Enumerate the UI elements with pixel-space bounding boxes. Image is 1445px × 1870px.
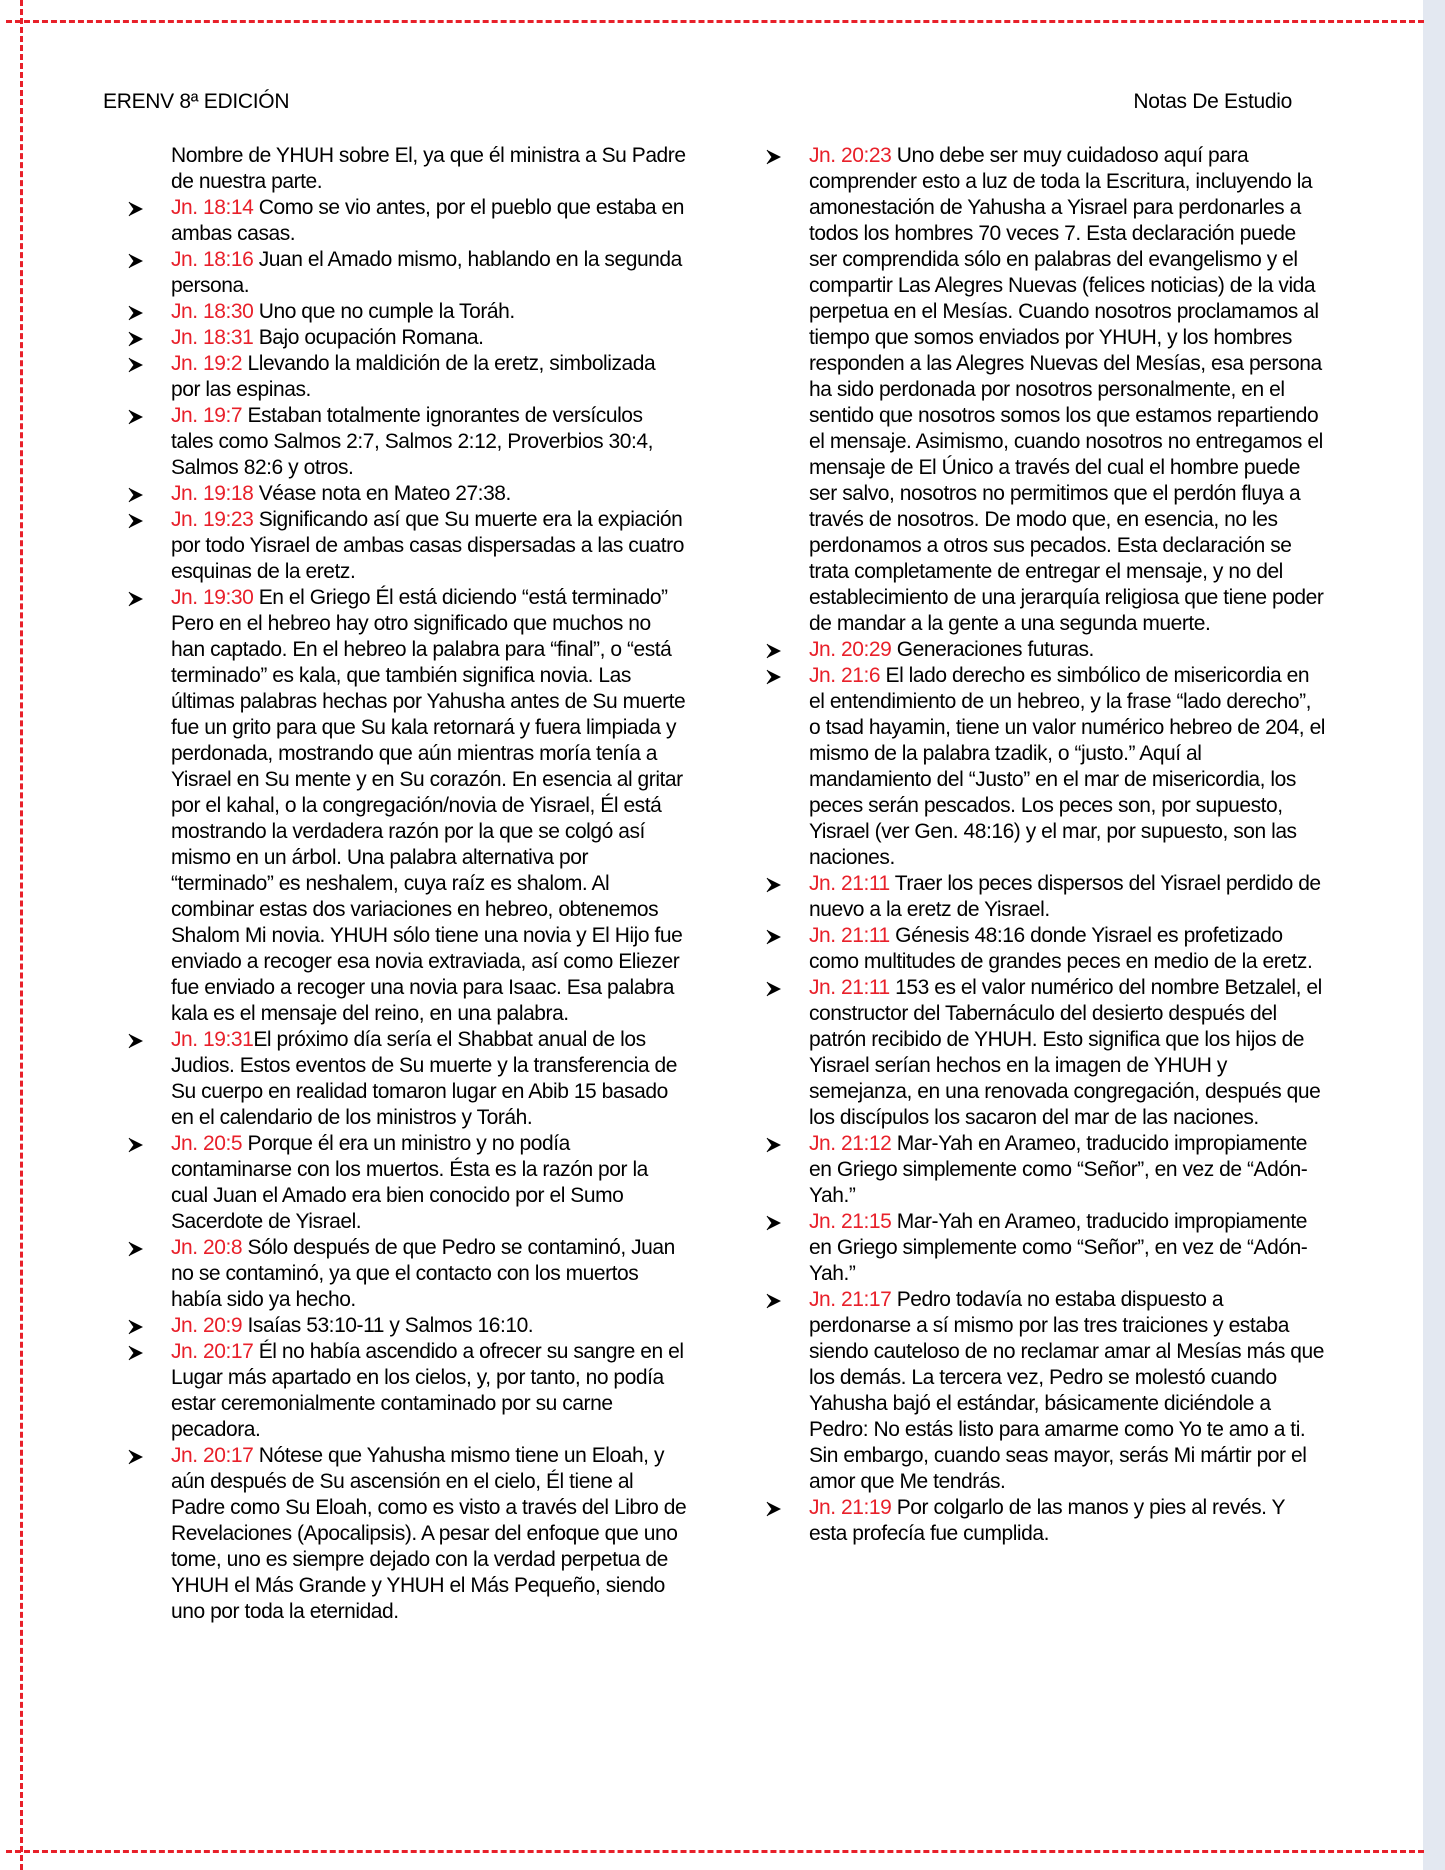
study-note bbox=[128, 1131, 688, 1235]
note-text: Traer los peces dispersos del Yisrael perdido de nuevo a la eretz de Yisrael. bbox=[809, 872, 1321, 921]
note-text: Estaban totalmente ignorantes de versículos tales como Salmos 2:7, Salmos 2:12, Proverbios 30:4, Salmos 82:6 y otros. bbox=[171, 404, 654, 479]
verse-reference: Jn. 18:31 bbox=[171, 326, 254, 349]
study-note bbox=[128, 195, 688, 247]
study-note bbox=[766, 923, 1326, 975]
note-text: Génesis 48:16 donde Yisrael es profetizado como multitudes de grandes peces en medio de la eretz. bbox=[809, 924, 1313, 973]
note-text: Isaías 53:10-11 y Salmos 16:10. bbox=[242, 1314, 534, 1337]
arrow-bullet-icon bbox=[128, 507, 152, 533]
study-note bbox=[766, 975, 1326, 1131]
running-header-section: Notas De Estudio bbox=[1133, 90, 1292, 113]
study-note bbox=[766, 663, 1326, 871]
arrow-bullet-icon bbox=[128, 1235, 152, 1261]
page-guide-top bbox=[6, 20, 1424, 23]
study-note bbox=[766, 1131, 1326, 1209]
verse-reference: Jn. 20:23 bbox=[809, 144, 892, 167]
arrow-bullet-icon bbox=[128, 1027, 152, 1053]
arrow-bullet-icon bbox=[766, 871, 790, 897]
arrow-bullet-icon bbox=[128, 247, 152, 273]
verse-reference: Jn. 19:30 bbox=[171, 586, 254, 609]
right-notes-list bbox=[766, 143, 1326, 1547]
arrow-bullet-icon bbox=[128, 299, 152, 325]
study-note bbox=[766, 1495, 1326, 1547]
verse-reference: Jn. 18:30 bbox=[171, 300, 254, 323]
verse-reference: Jn. 21:11 bbox=[809, 872, 890, 895]
study-note bbox=[766, 637, 1326, 663]
arrow-bullet-icon bbox=[128, 1131, 152, 1157]
left-column bbox=[128, 143, 688, 1625]
note-text: Generaciones futuras. bbox=[891, 638, 1094, 661]
note-text: Porque él era un ministro y no podía contaminarse con los muertos. Ésta es la razón por la cual Juan el Amado era bien conocido por el Sumo Sacerdote de Yisrael. bbox=[171, 1132, 648, 1233]
verse-reference: Jn. 21:11 bbox=[809, 976, 890, 999]
study-note bbox=[766, 871, 1326, 923]
arrow-bullet-icon bbox=[128, 481, 152, 507]
study-note bbox=[128, 299, 688, 325]
note-text: Mar-Yah en Arameo, traducido impropiamente en Griego simplemente como “Señor”, en vez de “Adón-Yah.” bbox=[809, 1132, 1308, 1207]
note-text: Como se vio antes, por el pueblo que estaba en ambas casas. bbox=[171, 196, 685, 245]
note-text: Véase nota en Mateo 27:38. bbox=[253, 482, 511, 505]
page-guide-left bbox=[20, 0, 23, 1870]
arrow-bullet-icon bbox=[128, 403, 152, 429]
note-text: Él no había ascendido a ofrecer su sangre en el Lugar más apartado en los cielos, y, por tanto, no podía estar ceremonialmente contaminado por su carne pecadora. bbox=[171, 1340, 684, 1441]
arrow-bullet-icon bbox=[128, 1339, 152, 1365]
note-text: El lado derecho es simbólico de misericordia en el entendimiento de un hebreo, y la frase “lado derecho”, o tsad hayamin, tiene un valor numérico hebreo de 204, el mismo de la palabra tzadik, o “justo.” Aquí al mandamiento del “Justo” en el mar de misericordia, los peces serán pescados. Los peces son, por supuesto, Yisrael (ver Gen. 48:16) y el mar, por supuesto, son las naciones. bbox=[809, 664, 1326, 869]
verse-reference: Jn. 20:17 bbox=[171, 1340, 254, 1363]
arrow-bullet-icon bbox=[766, 975, 790, 1001]
note-text: Nótese que Yahusha mismo tiene un Eloah, y aún después de Su ascensión en el cielo, Él tiene al Padre como Su Eloah, como es visto a través del Libro de Revelaciones (Apocalipsis). A pesar del enfoque que uno tome, uno es siempre dejado con la verdad perpetua de YHUH el Más Grande y YHUH el Más Pequeño, siendo uno por toda la eternidad. bbox=[171, 1444, 687, 1623]
note-text: Uno que no cumple la Toráh. bbox=[253, 300, 515, 323]
study-note bbox=[128, 325, 688, 351]
arrow-bullet-icon bbox=[766, 1131, 790, 1157]
arrow-bullet-icon bbox=[766, 1209, 790, 1235]
note-text: Juan el Amado mismo, hablando en la segunda persona. bbox=[171, 248, 682, 297]
study-note bbox=[766, 1209, 1326, 1287]
verse-reference: Jn. 18:14 bbox=[171, 196, 254, 219]
study-note bbox=[128, 1235, 688, 1313]
arrow-bullet-icon bbox=[128, 1313, 152, 1339]
study-note bbox=[128, 1339, 688, 1443]
left-notes-list bbox=[128, 195, 688, 1625]
study-note bbox=[128, 403, 688, 481]
scrollbar-track[interactable] bbox=[1423, 0, 1445, 1870]
arrow-bullet-icon bbox=[128, 325, 152, 351]
verse-reference: Jn. 21:19 bbox=[809, 1496, 892, 1519]
note-text: Sólo después de que Pedro se contaminó, Juan no se contaminó, ya que el contacto con los muertos había sido ya hecho. bbox=[171, 1236, 675, 1311]
note-text: 153 es el valor numérico del nombre Betzalel, el constructor del Tabernáculo del desierto después del patrón recibido de YHUH. Esto significa que los hijos de Yisrael serían hechos en la imagen de YHUH y semejanza, en una renovada congregación, después que los discípulos los sacaron del mar de las naciones. bbox=[809, 976, 1322, 1129]
verse-reference: Jn. 18:16 bbox=[171, 248, 254, 271]
note-text: Por colgarlo de las manos y pies al revés. Y esta profecía fue cumplida. bbox=[809, 1496, 1285, 1545]
verse-reference: Jn. 20:29 bbox=[809, 638, 892, 661]
note-text: Significando así que Su muerte era la expiación por todo Yisrael de ambas casas dispersadas a las cuatro esquinas de la eretz. bbox=[171, 508, 684, 583]
note-text: El próximo día sería el Shabbat anual de los Judios. Estos eventos de Su muerte y la transferencia de Su cuerpo en realidad tomaron lugar en Abib 15 basado en el calendario de los ministros y Toráh. bbox=[171, 1028, 677, 1129]
note-text: En el Griego Él está diciendo “está terminado” Pero en el hebreo hay otro significado que muchos no han captado. En el hebreo la palabra para “final”, o “está terminado” es kala, que también significa novia. Las últimas palabras hechas por Yahusha antes de Su muerte fue un grito para que Su kala retornará y fuera limpiada y perdonada, mostrando que aún mientras moría tenía a Yisrael en Su mente y en Su corazón. En esencia al gritar por el kahal, o la congregación/novia de Yisrael, Él está mostrando la verdadera razón por la que se colgó así mismo en un árbol. Una palabra alternativa por “terminado” es neshalem, cuya raíz es shalom. Al combinar estas dos variaciones en hebreo, obtenemos Shalom Mi novia. YHUH sólo tiene una novia y El Hijo fue enviado a recoger esa novia extraviada, así como Eliezer fue enviado a recoger una novia para Isaac. Esa palabra kala es el mensaje del reino, en una palabra. bbox=[171, 586, 686, 1025]
arrow-bullet-icon bbox=[766, 1495, 790, 1521]
arrow-bullet-icon bbox=[128, 351, 152, 377]
study-note bbox=[128, 247, 688, 299]
study-note bbox=[128, 1313, 688, 1339]
verse-reference: Jn. 21:15 bbox=[809, 1210, 892, 1233]
verse-reference: Jn. 21:17 bbox=[809, 1288, 892, 1311]
verse-reference: Jn. 21:6 bbox=[809, 664, 881, 687]
verse-reference: Jn. 19:2 bbox=[171, 352, 243, 375]
note-text: Llevando la maldición de la eretz, simbolizada por las espinas. bbox=[171, 352, 656, 401]
arrow-bullet-icon bbox=[766, 637, 790, 663]
verse-reference: Jn. 21:12 bbox=[809, 1132, 892, 1155]
verse-reference: Jn. 19:18 bbox=[171, 482, 254, 505]
arrow-bullet-icon bbox=[128, 1443, 152, 1469]
arrow-bullet-icon bbox=[766, 1287, 790, 1313]
study-note bbox=[128, 585, 688, 1027]
right-column bbox=[766, 143, 1326, 1547]
note-text: Bajo ocupación Romana. bbox=[253, 326, 484, 349]
running-header-edition: ERENV 8ª EDICIÓN bbox=[103, 90, 290, 113]
verse-reference: Jn. 20:17 bbox=[171, 1444, 254, 1467]
study-note bbox=[128, 1443, 688, 1625]
page-guide-bottom bbox=[6, 1850, 1424, 1853]
arrow-bullet-icon bbox=[128, 585, 152, 611]
verse-reference: Jn. 20:9 bbox=[171, 1314, 243, 1337]
study-note bbox=[128, 1027, 688, 1131]
arrow-bullet-icon bbox=[128, 195, 152, 221]
verse-reference: Jn. 19:7 bbox=[171, 404, 243, 427]
study-note bbox=[766, 143, 1326, 637]
arrow-bullet-icon bbox=[766, 663, 790, 689]
study-note bbox=[128, 507, 688, 585]
continued-note-text: Nombre de YHUH sobre El, ya que él ministra a Su Padre de nuestra parte. bbox=[171, 144, 686, 193]
arrow-bullet-icon bbox=[766, 143, 790, 169]
study-note bbox=[128, 481, 688, 507]
note-text: Mar-Yah en Arameo, traducido impropiamente en Griego simplemente como “Señor”, en vez de “Adón-Yah.” bbox=[809, 1210, 1308, 1285]
arrow-bullet-icon bbox=[766, 923, 790, 949]
verse-reference: Jn. 19:31 bbox=[171, 1028, 254, 1051]
verse-reference: Jn. 21:11 bbox=[809, 924, 890, 947]
verse-reference: Jn. 20:8 bbox=[171, 1236, 243, 1259]
verse-reference: Jn. 20:5 bbox=[171, 1132, 243, 1155]
study-note bbox=[128, 351, 688, 403]
note-text: Uno debe ser muy cuidadoso aquí para comprender esto a luz de toda la Escritura, incluyendo la amonestación de Yahusha a Yisrael para perdonarles a todos los hombres 70 veces 7. Esta declaración puede ser comprendida sólo en palabras del evangelismo y el compartir Las Alegres Nuevas (felices noticias) de la vida perpetua en el Mesías. Cuando nosotros proclamamos al tiempo que somos enviados por YHUH, y los hombres responden a las Alegres Nuevas del Mesías, esa persona ha sido perdonada por nosotros personalmente, en el sentido que nosotros somos los que estamos repartiendo el mensaje. Asimismo, cuando nosotros no entregamos el mensaje de El Único a través del cual el hombre puede ser salvo, nosotros no permitimos que el perdón fluya a través de nosotros. De modo que, en esencia, no les perdonamos a otros sus pecados. Esta declaración se trata completamente de entregar el mensaje, y no del establecimiento de una jerarquía religiosa que tiene poder de mandar a la gente a una segunda muerte. bbox=[809, 144, 1324, 635]
verse-reference: Jn. 19:23 bbox=[171, 508, 254, 531]
study-note bbox=[766, 1287, 1326, 1495]
note-text: Pedro todavía no estaba dispuesto a perdonarse a sí mismo por las tres traiciones y estaba siendo cauteloso de no reclamar amar al Mesías más que los demás. La tercera vez, Pedro se molestó cuando Yahusha bajó el estándar, básicamente diciéndole a Pedro: No estás listo para amarme como Yo te amo a ti. Sin embargo, cuando seas mayor, serás Mi mártir por el amor que Me tendrás. bbox=[809, 1288, 1324, 1493]
